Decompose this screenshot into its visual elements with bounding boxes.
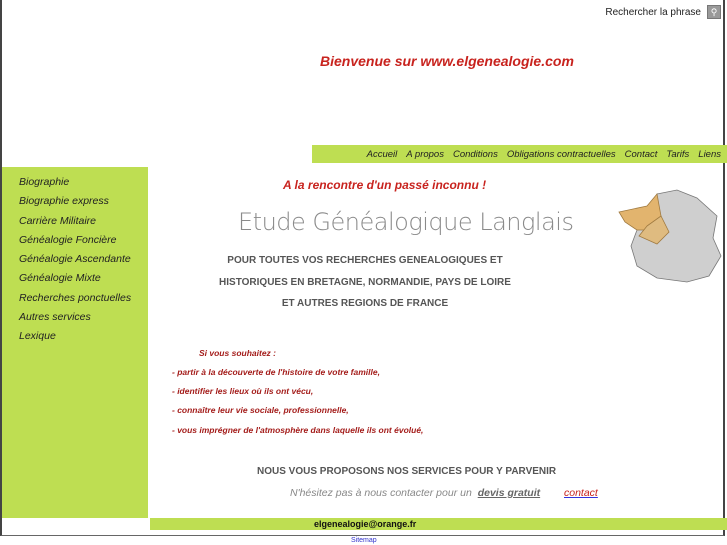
wish-item: - identifier les lieux où ils ont vécu, (172, 386, 314, 396)
sidebar-item[interactable]: Autres services (19, 311, 91, 324)
nav-liens[interactable]: Liens (698, 148, 721, 160)
sidebar (2, 167, 148, 518)
top-nav (312, 145, 727, 163)
nav-contact[interactable]: Contact (624, 148, 658, 160)
sidebar-item[interactable]: Carrière Militaire (19, 214, 97, 227)
sitemap-link[interactable]: Sitemap (351, 537, 377, 544)
headline-2: HISTORIQUES EN BRETAGNE, NORMANDIE, PAYS DE LOIRE (219, 277, 511, 288)
nav-a-propos[interactable]: A propos (406, 148, 444, 160)
search-icon[interactable]: ⚲ (707, 5, 721, 19)
sidebar-item[interactable]: Lexique (19, 330, 56, 343)
footer-email: elgenealogie@orange.fr (150, 518, 727, 530)
nav-obligations[interactable]: Obligations contractuelles (506, 148, 616, 160)
sidebar-item[interactable]: Biographie (19, 176, 70, 188)
cta-label: N'hésitez pas à nous contacter pour un (290, 487, 472, 499)
tagline: A la rencontre d'un passé inconnu ! (283, 178, 487, 192)
france-map-image (617, 186, 727, 286)
wish-item: - connaître leur vie sociale, professionnelle, (172, 405, 349, 415)
nav-accueil[interactable]: Accueil (366, 148, 398, 160)
search-phrase[interactable] (605, 5, 721, 19)
wish-title: Si vous souhaitez : (199, 348, 276, 358)
sidebar-item[interactable]: Généalogie Mixte (19, 272, 101, 285)
sidebar-item[interactable]: Biographie express (19, 195, 109, 208)
devis-gratuit: devis gratuit (477, 487, 541, 499)
headline-1: POUR TOUTES VOS RECHERCHES GENEALOGIQUES ET (227, 255, 503, 266)
cta-text (290, 487, 540, 499)
wish-item: - vous imprégner de l'atmosphère dans laquelle ils ont évolué, (172, 425, 424, 435)
logo: Etude Généalogique Langlais (238, 208, 574, 236)
search-label[interactable]: Rechercher la phrase (605, 6, 701, 18)
headline-3: ET AUTRES REGIONS DE FRANCE (281, 298, 449, 309)
sidebar-item[interactable]: Généalogie Ascendante (19, 253, 131, 266)
nav-conditions[interactable]: Conditions (452, 148, 498, 160)
welcome-title: Bienvenue sur www.elgenealogie.com (320, 53, 574, 69)
sidebar-item[interactable]: Généalogie Foncière (19, 233, 117, 246)
nav-tarifs[interactable]: Tarifs (666, 148, 690, 160)
contact-link[interactable]: contact (564, 487, 598, 499)
wish-item: - partir à la découverte de l'histoire de votre famille, (172, 367, 380, 377)
sidebar-item[interactable]: Recherches ponctuelles (19, 291, 132, 304)
services-heading: NOUS VOUS PROPOSONS NOS SERVICES POUR Y PARVENIR (257, 466, 557, 477)
